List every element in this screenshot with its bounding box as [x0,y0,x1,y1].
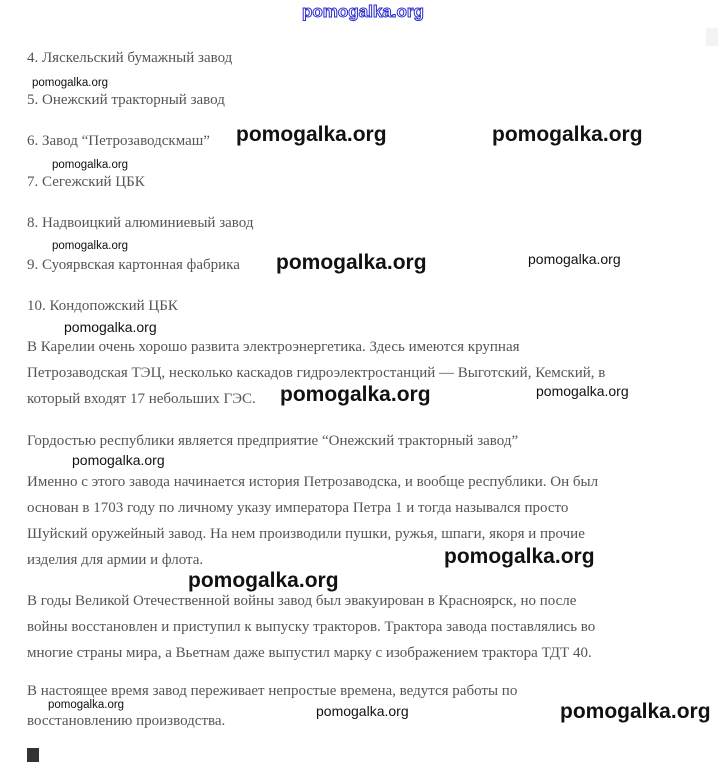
paragraph-line: Петрозаводская ТЭЦ, несколько каскадов гидроэлектростанций — Выготский, Кемский, в [27,365,606,381]
watermark: pomogalka.org [560,700,711,723]
paragraph-line: основан в 1703 году по личному указу императора Петра 1 и тогда назывался просто [27,500,569,516]
watermark: pomogalka.org [536,383,629,399]
paragraph-line: В настоящее время завод переживает непростые времена, ведутся работы по [27,683,518,699]
list-item: 6. Завод “Петрозаводскмаш” [27,133,210,149]
watermark: pomogalka.org [492,123,643,146]
paragraph-line: войны восстановлен и приступил к выпуску тракторов. Трактора завода поставлялись во [27,619,596,635]
paragraph-line: Гордостью республики является предприятие “Онежский тракторный завод” [27,433,519,449]
paragraph-line: Именно с этого завода начинается история Петрозаводска, и вообще республики. Он был [27,474,599,490]
list-item: 5. Онежский тракторный завод [27,92,225,108]
watermark: pomogalka.org [32,77,109,89]
watermark: pomogalka.org [236,123,387,146]
list-item: 9. Суоярвская картонная фабрика [27,257,240,273]
list-item: 7. Сегежский ЦБК [27,174,145,190]
watermark: pomogalka.org [276,251,427,274]
watermark: pomogalka.org [188,569,339,592]
paragraph-line: В годы Великой Отечественной войны завод был эвакуирован в Красноярск, но после [27,593,577,609]
watermark: pomogalka.org [52,159,129,171]
list-item: 10. Кондопожский ЦБК [27,298,178,314]
paragraph-line: восстановлению производства. [27,713,226,729]
watermark: pomogalka.org [72,452,165,468]
watermark: pomogalka.org [280,383,431,406]
watermark: pomogalka.org [64,319,157,335]
paragraph-line: В Карелии очень хорошо развита электроэнергетика. Здесь имеются крупная [27,339,520,355]
list-item: 8. Надвоицкий алюминиевый завод [27,215,254,231]
watermark: pomogalka.org [444,545,595,568]
watermark: pomogalka.org [528,251,621,267]
watermark: pomogalka.org [48,699,125,711]
paragraph-line: который входят 17 небольших ГЭС. [27,391,256,407]
watermark: pomogalka.org [316,703,409,719]
paragraph-line: многие страны мира, а Вьетнам даже выпустил марку с изображением трактора ТДТ 40. [27,645,592,661]
paragraph-line: изделия для армии и флота. [27,552,204,568]
watermark: pomogalka.org [302,2,424,21]
cut-off-heading [27,748,39,762]
list-item: 4. Ляскельский бумажный завод [27,50,233,66]
watermark: pomogalka.org [52,240,129,252]
paragraph-line: Шуйский оружейный завод. На нем производили пушки, ружья, шпаги, якоря и прочие [27,526,585,542]
scrollbar-edge [706,28,718,46]
